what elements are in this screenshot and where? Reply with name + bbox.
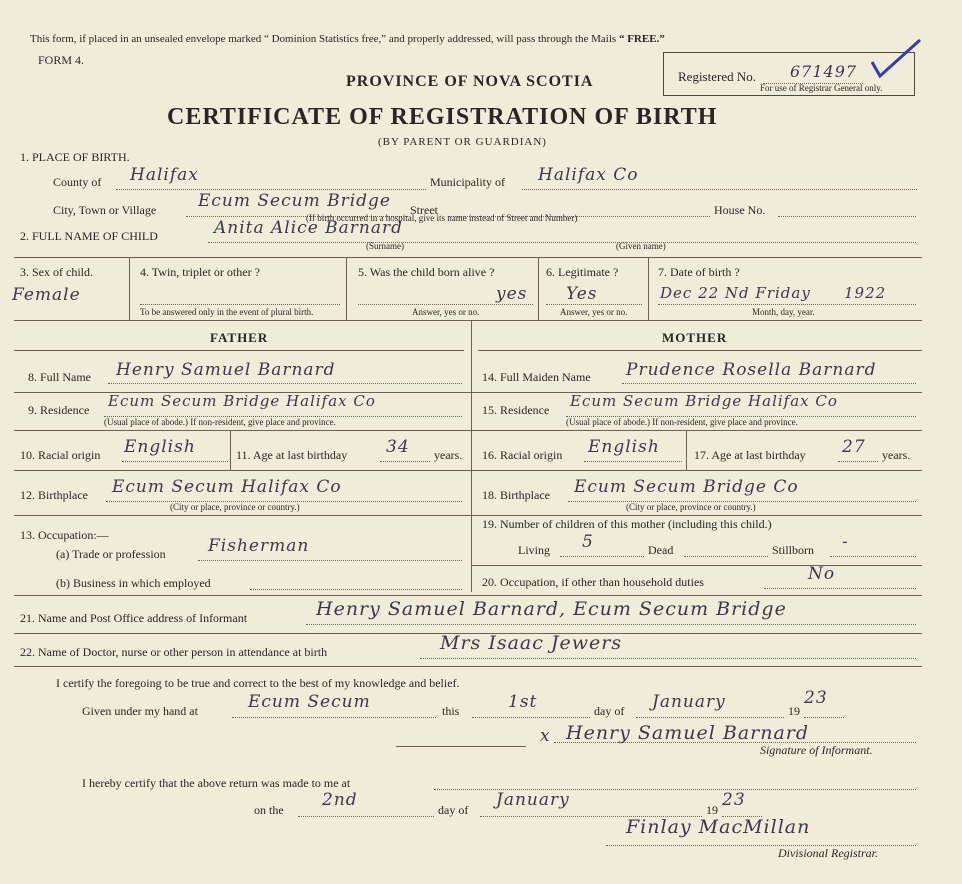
father-heading-rule [14,350,464,351]
house-label: House No. [714,203,766,217]
x-mark: x [540,726,551,746]
divider-5-6 [538,257,539,320]
house-line [778,216,916,217]
registrar-text: I hereby certify that the above return was made to me at [82,776,351,790]
given-name-note: (Given name) [616,241,666,251]
mother-birthplace-value: Ecum Secum Bridge Co [574,477,799,497]
mother-birthplace-label: 18. Birthplace [482,488,550,502]
day-of-label: day of [594,704,625,718]
registrar-signature: Finlay MacMillan [626,816,811,838]
dob-label: 7. Date of birth ? [658,265,740,279]
mother-residence-value: Ecum Secum Bridge Halifax Co [570,392,838,410]
father-racial-line [122,461,228,462]
father-residence-value: Ecum Secum Bridge Halifax Co [108,392,376,410]
mother-occupation-label: 20. Occupation, if other than household duties [482,575,704,589]
mail-notice [30,33,665,45]
mother-residence-note: (Usual place of abode.) If non-resident, give place and province. [566,417,798,427]
this-label: this [442,704,460,718]
legitimate-value: Yes [566,284,598,304]
father-age-value: 34 [386,437,410,457]
registrar-month-value: January [496,790,570,810]
father-residence-label: 9. Residence [28,403,90,417]
x-mark-line [396,746,526,747]
given-place-value: Ecum Secum [248,692,371,712]
mother-age-label: 17. Age at last birthday [694,448,806,462]
doctor-label: 22. Name of Doctor, nurse or other person in attendance at birth [20,645,328,659]
mother-birthplace-rule [471,515,922,516]
alive-label: 5. Was the child born alive ? [358,265,495,279]
trade-line [198,560,462,561]
certify-text: I certify the foregoing to be true and correct to the best of my knowledge and belief. [56,676,460,690]
this-value: 1st [508,692,538,712]
mother-racial-rule [471,470,922,471]
dob-value: Dec 22 Nd Friday [660,284,811,302]
registrar-year-value: 23 [722,790,746,810]
father-birthplace-note: (City or place, province or country.) [170,502,300,512]
month-line [636,717,784,718]
divider-3-4 [129,257,130,320]
mother-name-value: Prudence Rosella Barnard [626,360,877,380]
on-the-line [298,816,434,817]
father-birthplace-label: 12. Birthplace [20,488,88,502]
city-value: Ecum Secum Bridge [198,191,391,211]
registrar-year-prefix: 19 [706,803,718,817]
registered-label: Registered No. [678,69,756,84]
column-divider [471,320,472,592]
legitimate-note: Answer, yes or no. [560,307,628,317]
mother-residence-rule [471,430,922,431]
living-value: 5 [582,532,594,552]
alive-note: Answer, yes or no. [412,307,480,317]
father-age-label: 11. Age at last birthday [236,448,348,462]
on-the-label: on the [254,803,284,817]
mother-age-unit: years. [882,448,911,462]
municipality-value: Halifax Co [538,165,639,185]
street-label: Street [410,203,438,217]
father-racial-value: English [124,437,196,457]
year-value: 23 [804,688,828,708]
mother-name-line [622,383,916,384]
year-line [804,717,844,718]
father-name-value: Henry Samuel Barnard [116,360,336,380]
stillborn-line [830,556,916,557]
mother-occupation-line [764,588,916,589]
hospital-note: (If birth occurred in a hospital, give its name instead of Street and Number) [306,213,578,223]
child-name-label: 2. FULL NAME OF CHILD [20,229,158,243]
informant-line [306,624,916,625]
mother-name-label: 14. Full Maiden Name [482,370,591,384]
mother-age-value: 27 [842,437,866,457]
mother-racial-value: English [588,437,660,457]
row-top-rule [14,257,922,258]
father-racial-label: 10. Racial origin [20,448,101,462]
given-place-line [232,717,436,718]
mother-children-label: 19. Number of children of this mother (including this child.) [482,517,772,531]
mother-heading: MOTHER [662,330,728,345]
divisional-registrar-label: Divisional Registrar. [778,846,879,860]
child-name-line [208,242,916,243]
father-birthplace-rule [14,515,471,516]
twin-line [140,304,340,305]
dead-line [684,556,768,557]
month-value: January [652,692,726,712]
mail-notice-text: This form, if placed in an unsealed envelope marked “ Dominion Statistics free,” and properly addressed, will pass through the Mails [30,33,617,45]
twin-note: To be answered only in the event of plural birth. [140,307,314,317]
stillborn-value: - [842,532,849,552]
registered-note: For use of Registrar General only. [760,83,883,93]
mother-racial-line [584,461,682,462]
father-name-label: 8. Full Name [28,370,91,384]
check-mark-icon [868,36,924,82]
twin-label: 4. Twin, triplet or other ? [140,265,260,279]
dob-note: Month, day, year. [752,307,815,317]
county-label: County of [53,175,102,189]
living-line [560,556,644,557]
informant-label: 21. Name and Post Office address of Informant [20,611,248,625]
doctor-value: Mrs Isaac Jewers [440,632,623,654]
registered-number: 671497 [790,62,858,81]
row-bottom-rule [14,320,922,321]
surname-note: (Surname) [366,241,404,251]
trade-label: (a) Trade or profession [56,547,166,561]
sex-label: 3. Sex of child. [20,265,93,279]
dob-line [658,304,916,305]
mother-heading-rule [478,350,922,351]
father-occupation-label: 13. Occupation:— [20,528,109,542]
municipality-label: Municipality of [430,175,505,189]
doctor-line [420,658,916,659]
province-heading: PROVINCE OF NOVA SCOTIA [346,73,594,90]
mother-birthplace-note: (City or place, province or country.) [626,502,756,512]
county-value: Halifax [130,165,199,185]
mother-children-rule [471,565,922,566]
year-prefix: 19 [788,704,800,718]
father-heading: FATHER [210,330,269,345]
business-label: (b) Business in which employed [56,576,211,590]
city-label: City, Town or Village [53,203,157,217]
county-line [116,189,426,190]
informant-signature: Henry Samuel Barnard [566,722,810,744]
dob-year: 1922 [844,284,887,302]
this-line [472,717,590,718]
father-residence-note: (Usual place of abode.) If non-resident, give place and province. [104,417,336,427]
informant-value: Henry Samuel Barnard, Ecum Secum Bridge [316,598,787,620]
sex-value: Female [12,285,81,305]
mother-residence-label: 15. Residence [482,403,550,417]
municipality-line [522,189,917,190]
father-birthplace-value: Ecum Secum Halifax Co [112,477,342,497]
divider-4-5 [346,257,347,320]
father-age-unit: years. [434,448,463,462]
on-the-value: 2nd [322,790,358,810]
living-label: Living [518,543,550,557]
father-name-line [108,383,462,384]
father-racial-divider [230,430,231,470]
father-age-line [380,461,430,462]
given-label: Given under my hand at [82,704,198,718]
mother-age-line [838,461,878,462]
certificate-title: CERTIFICATE OF REGISTRATION OF BIRTH [167,104,718,130]
divider-6-7 [648,257,649,320]
trade-value: Fisherman [208,536,310,556]
free-label: “ FREE.” [618,33,665,45]
father-residence-rule [14,430,471,431]
child-name-value: Anita Alice Barnard [214,218,404,238]
stillborn-label: Stillborn [772,543,815,557]
mother-racial-divider [686,430,687,470]
legitimate-line [546,304,642,305]
alive-line [358,304,533,305]
business-line [250,589,462,590]
mother-racial-label: 16. Racial origin [482,448,563,462]
certificate-subtitle: (BY PARENT OR GUARDIAN) [378,136,547,148]
place-heading: 1. PLACE OF BIRTH. [20,150,130,164]
columns-bottom-rule [14,595,922,596]
mother-occupation-value: No [808,564,836,584]
legitimate-label: 6. Legitimate ? [546,265,619,279]
signature-of-informant: Signature of Informant. [760,743,873,757]
form-number: FORM 4. [38,53,85,67]
alive-value: yes [496,284,528,304]
registrar-day-label: day of [438,803,469,817]
dead-label: Dead [648,543,674,557]
doctor-rule [14,666,922,667]
father-racial-rule [14,470,471,471]
